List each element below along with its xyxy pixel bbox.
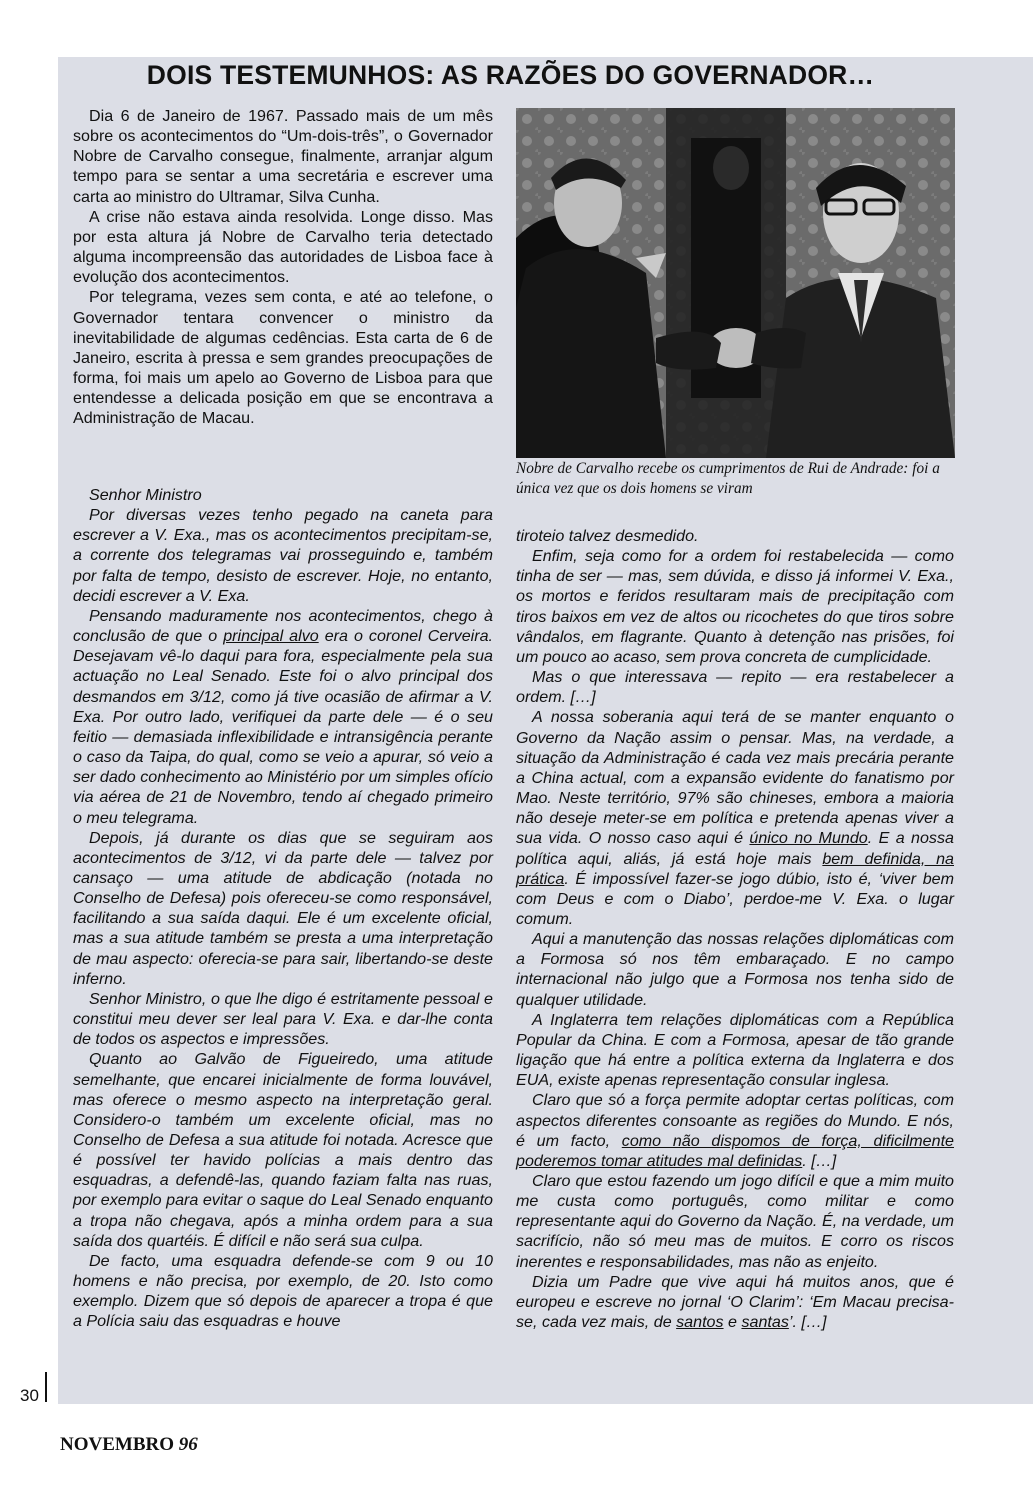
underlined-text: santos (676, 1313, 724, 1332)
letter-paragraph: Senhor Ministro, o que lhe digo é estritamente pessoal e constitui meu dever ser leal para V. Exa. e dar-lhe conta de todos os aspectos e impressões. (73, 989, 493, 1049)
letter-paragraph: Mas o que interessava — repito — era restabelecer a ordem. […] (516, 668, 954, 707)
letter-salutation: Senhor Ministro (89, 486, 202, 504)
text-run: . […] (802, 1151, 837, 1170)
issue-label (60, 1434, 198, 1456)
intro-paragraph: A crise não estava ainda resolvida. Longe disso. Mas por esta altura já Nobre de Carvalho teria detectado alguma incompreensão das autoridades de Lisboa face à evolução dos acontecimentos. (73, 207, 493, 287)
article-headline: DOIS TESTEMUNHOS: AS RAZÕES DO GOVERNADOR… (146, 60, 875, 90)
intro-paragraph: Dia 6 de Janeiro de 1967. Passado mais de um mês sobre os acontecimentos do “Um-dois-três”, o Governador Nobre de Carvalho consegue, finalmente, arranjar algum tempo para se sentar a uma secretária e escrever uma carta ao ministro do Ultramar, Silva Cunha. (73, 107, 493, 206)
issue-month: NOVEMBRO (60, 1434, 174, 1455)
text-run: era o coronel Cerveira. Desejavam vê-lo daqui para fora, especialmente pela sua actuação no Leal Senado. Este foi o alvo principal dos desmandos em 3/12, como já tive ocasião de afirmar a V. Exa. Por outro lado, verifiquei da parte dele — é o seu feitio — demasiada inflexibilidade e intransigência perante o caso da Taipa, do qual, como se veio a apurar, só veio a ser dado conhecimento ao Ministério por um simples ofício via aérea de 21 de Novembro, tendo aí chegado primeiro o meu telegrama. (73, 627, 494, 827)
letter-paragraph: Enfim, seja como for a ordem foi restabelecida — como tinha de ser — mas, sem dúvida, e disso já informei V. Exa., os mortos e feridos resultaram mais de precipitação com tiros baixos em vez de altos ou ricochetes do que tiros sobre vândalos, em flagrante. Quanto à detenção nas prisões, foi um pouco ao acaso, sem prova concreta de cumplicidade. (516, 547, 954, 666)
letter-paragraph (73, 606, 493, 828)
letter-paragraph: De facto, uma esquadra defende-se com 9 ou 10 homens e não precisa, por exemplo, de 20. Isto como exemplo. Dizem que só depois de aparecer a tropa é que a Polícia saiu das esquadras e houve (73, 1251, 493, 1331)
letter-paragraph (516, 707, 954, 929)
intro-column (73, 106, 493, 429)
letter-paragraph (516, 1272, 954, 1332)
page-number-rule (45, 1372, 47, 1402)
letter-column-left (73, 485, 493, 1332)
letter-paragraph: Por diversas vezes tenho pegado na caneta para escrever a V. Exa., mas os acontecimentos precipitam-se, a corrente dos telegramas vai prosseguindo e, também por falta de tempo, desisto de escrever. Hoje, no entanto, decidi escrever a V. Exa. (73, 506, 493, 605)
letter-paragraph (516, 1090, 954, 1171)
letter-paragraph: tiroteio talvez desmedido. (516, 527, 699, 545)
text-run: e (723, 1313, 742, 1332)
underlined-text: principal alvo (223, 627, 319, 646)
letter-paragraph: A Inglaterra tem relações diplomáticas com a República Popular da China. E com a Formosa, apesar de tão grande ligação que há entre a política externa da Inglaterra e dos EUA, existe apenas representação consular inglesa. (516, 1010, 954, 1090)
intro-paragraph: Por telegrama, vezes sem conta, e até ao telefone, o Governador tentara convencer o ministro da inevitabilidade de algumas cedências. Esta carta de 6 de Janeiro, escrita à pressa e sem grandes preocupações de forma, foi mais um apelo ao Governo de Lisboa para que entendesse a delicada posição em que se encontrava a Administração de Macau. (73, 288, 493, 428)
photo-illustration (516, 108, 955, 458)
text-run: Claro que só a força permite adoptar certas políticas, com aspectos diferentes consoante as regiões do Mundo. E nós, é um facto, (516, 1091, 954, 1150)
underlined-text: como não dispomos de força, dificilmente poderemos tomar atitudes mal definidas (516, 1131, 954, 1170)
text-run: A nossa soberania aqui terá de se manter enquanto o Governo da Nação assim o pensar. Mas, na verdade, a situação da Administração é cada vez mais precária perante a China actual, com a expansão evidente do fanatismo por Mao. Neste território, 97% são chineses, embora a maioria não deseje meter-se em política e pretenda apenas viver a sua vida. O nosso caso aqui é (516, 708, 954, 848)
letter-paragraph: Aqui a manutenção das nossas relações diplomáticas com a Formosa só nos têm embaraçado. E no campo internacional não julgo que a Formosa nos tenha sido de qualquer utilidade. (516, 930, 954, 1009)
text-run: Pensando maduramente nos acontecimentos, chego à conclusão de que o (73, 606, 493, 646)
underlined-text: santas (741, 1313, 789, 1332)
text-run: . É impossível fazer-se jogo dúbio, isto é, ‘viver bem com Deus e com o Diabo’, perdoe-me V. Exa. o lugar comum. (516, 869, 954, 928)
page-number: 30 (20, 1386, 39, 1405)
letter-paragraph: Quanto ao Galvão de Figueiredo, uma atitude semelhante, que encarei inicialmente de forma louvável, mas oferece o mesmo aspecto na interpretação geral. Considero-o também um excelente oficial, mas no Conselho de Defesa a sua atitude foi notada. Acresce que é possível ter havido polícias a mais dentro das esquadras, a defendê-las, quando faziam falta nas ruas, por exemplo para evitar o saque do Leal Senado enquanto a tropa não chegava, após a minha ordem para a sua saída dos quartéis. É difícil e não será sua culpa. (73, 1050, 493, 1250)
underlined-text: único no Mundo (749, 829, 868, 848)
text-run: Dizia um Padre que vive aqui há muitos anos, que é europeu e escreve no jornal ‘O Clarim’: ‘Em Macau precisa-se, cada vez mais, de (516, 1272, 954, 1332)
letter-paragraph: Depois, já durante os dias que se seguiram aos acontecimentos de 3/12, vi da parte dele — talvez por cansaço — uma atitude de abdicação (notada no Conselho de Defesa) pois ofereceu-se como responsável, facilitando a sua saída daqui. Ele é um excelente oficial, mas a sua atitude também se presta a uma interpretação de mau aspecto: oferecia-se para sair, libertando-se deste inferno. (73, 828, 493, 988)
text-run: ’. […] (788, 1313, 827, 1332)
letter-column-right (516, 526, 954, 1332)
photo-caption: Nobre de Carvalho recebe os cumprimentos de Rui de Andrade: foi a única vez que os dois homens se viram (516, 460, 940, 497)
text-run: . E a nossa política aqui, aliás, já está hoje mais (516, 829, 954, 868)
letter-paragraph: Claro que estou fazendo um jogo difícil e que a mim muito me custa como português, como militar e como representante aqui do Governo da Nação. É, na verdade, um sacrifício, não só meu mas de muitos. E corro os riscos inerentes e responsabilidades, mas não as enjeito. (516, 1172, 954, 1271)
underlined-text: bem definida, na prática (516, 849, 954, 888)
article-photo (516, 108, 955, 458)
issue-year: 96 (178, 1434, 198, 1455)
